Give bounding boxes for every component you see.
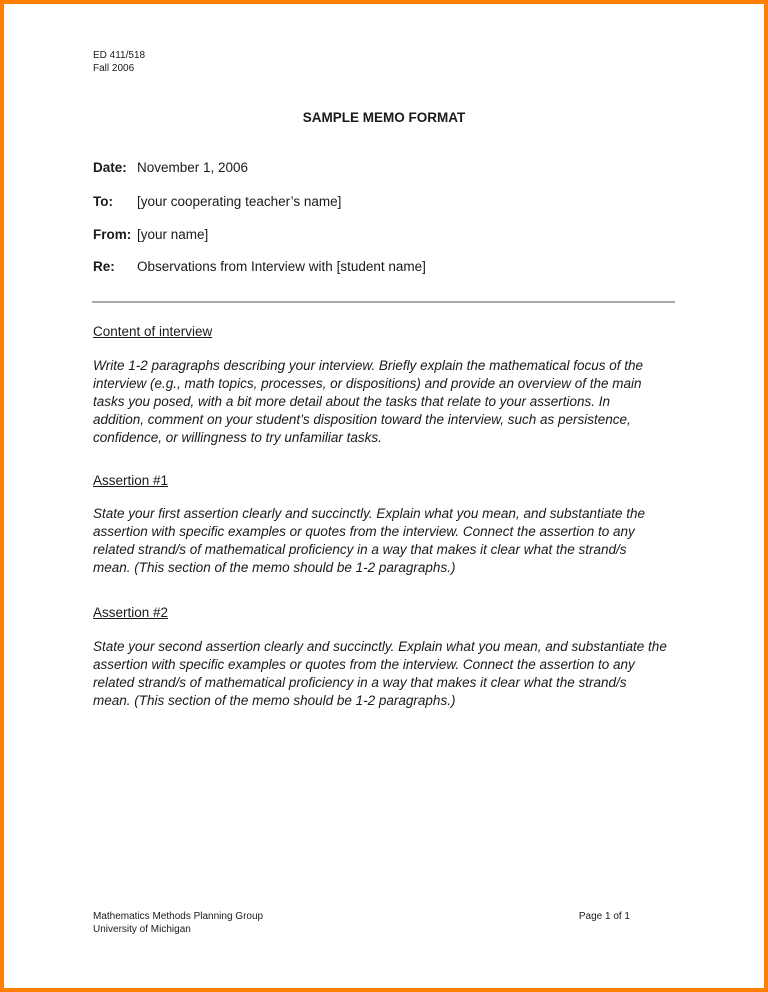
memo-date	[93, 160, 248, 175]
paragraph-line: addition, comment on your student’s disposition toward the interview, such as persistence,	[93, 412, 631, 427]
memo-re	[93, 259, 426, 274]
date-value: November 1, 2006	[137, 160, 249, 175]
section-paragraph	[93, 505, 693, 577]
to-value: [your cooperating teacher’s name]	[137, 194, 342, 209]
paragraph-line: State your first assertion clearly and succinctly. Explain what you mean, and substantiate the	[93, 506, 646, 521]
paragraph-line: interview (e.g., math topics, processes, or dispositions) and provide an overview of the main	[93, 376, 642, 391]
page-number: Page 1 of 1	[578, 911, 630, 922]
footer-university: University of Michigan	[93, 924, 191, 935]
paragraph-line: mean. (This section of the memo should be 1-2 paragraphs.)	[93, 693, 456, 708]
page-title: SAMPLE MEMO FORMAT	[302, 110, 466, 125]
paragraph-line: tasks you posed, with a bit more detail about the tasks that relate to your assertions. In	[93, 394, 611, 409]
memo-from	[93, 227, 208, 242]
footer-org: Mathematics Methods Planning Group	[93, 911, 264, 922]
footer-left	[93, 910, 263, 936]
divider	[92, 301, 675, 303]
paragraph-line: mean. (This section of the memo should be 1-2 paragraphs.)	[93, 560, 456, 575]
from-value: [your name]	[137, 227, 209, 242]
section-paragraph	[93, 638, 693, 710]
section-heading: Assertion #1	[93, 473, 169, 488]
paragraph-line: assertion with specific examples or quotes from the interview. Connect the assertion to any	[93, 657, 635, 672]
course-header	[93, 49, 145, 75]
section-heading: Content of interview	[93, 324, 213, 339]
course-term: Fall 2006	[93, 63, 135, 74]
course-code: ED 411/518	[93, 50, 146, 61]
from-label: From:	[93, 227, 132, 242]
to-label: To:	[93, 194, 113, 209]
memo-to	[93, 194, 341, 209]
re-value: Observations from Interview with [student name]	[137, 259, 426, 274]
paragraph-line: Write 1-2 paragraphs describing your interview. Briefly explain the mathematical focus of the	[93, 358, 644, 373]
date-label: Date:	[93, 160, 127, 175]
paragraph-line: State your second assertion clearly and succinctly. Explain what you mean, and substantiate the	[93, 639, 667, 654]
section-paragraph	[93, 357, 693, 447]
paragraph-line: assertion with specific examples or quotes from the interview. Connect the assertion to any	[93, 524, 635, 539]
re-label: Re:	[93, 259, 115, 274]
paragraph-line: related strand/s of mathematical proficiency in a way that makes it clear what the strand/s	[93, 675, 627, 690]
paragraph-line: related strand/s of mathematical proficiency in a way that makes it clear what the strand/s	[93, 542, 627, 557]
paragraph-line: confidence, or willingness to try unfamiliar tasks.	[93, 430, 382, 445]
section-heading: Assertion #2	[93, 605, 169, 620]
